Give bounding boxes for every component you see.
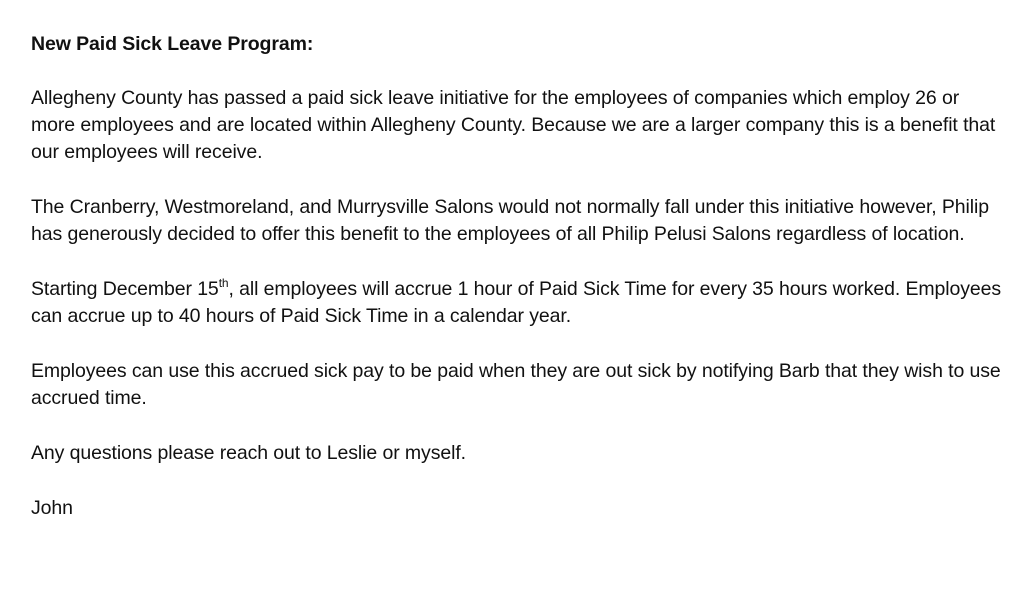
paragraph-usage: Employees can use this accrued sick pay to be paid when they are out sick by notifying Barb that they wish to use accrued time. xyxy=(31,360,1001,409)
accrual-details-text: , all employees will accrue 1 hour of Paid Sick Time for every 35 hours worked. Employees can accrue up to 40 hours of Paid Sick Time in a calendar year. xyxy=(31,278,1002,327)
signature: John xyxy=(31,497,73,519)
paragraph-questions: Any questions please reach out to Leslie or myself. xyxy=(31,442,466,464)
paragraph-accrual-policy xyxy=(31,276,1006,330)
paragraph-county-initiative: Allegheny County has passed a paid sick leave initiative for the employees of companies which employ 26 or more employees and are located within Allegheny County. Because we are a larger company this is a benefit that our employees will receive. xyxy=(31,87,996,163)
memo-document xyxy=(31,31,1006,522)
memo-title: New Paid Sick Leave Program: xyxy=(31,33,314,55)
accrual-start-text: Starting December 15 xyxy=(31,278,219,300)
date-ordinal-superscript: th xyxy=(218,276,229,290)
paragraph-salon-coverage: The Cranberry, Westmoreland, and Murrysville Salons would not normally fall under this initiative however, Philip has generously decided to offer this benefit to the employees of all Philip Pelusi Salons regardless of location. xyxy=(31,196,989,245)
